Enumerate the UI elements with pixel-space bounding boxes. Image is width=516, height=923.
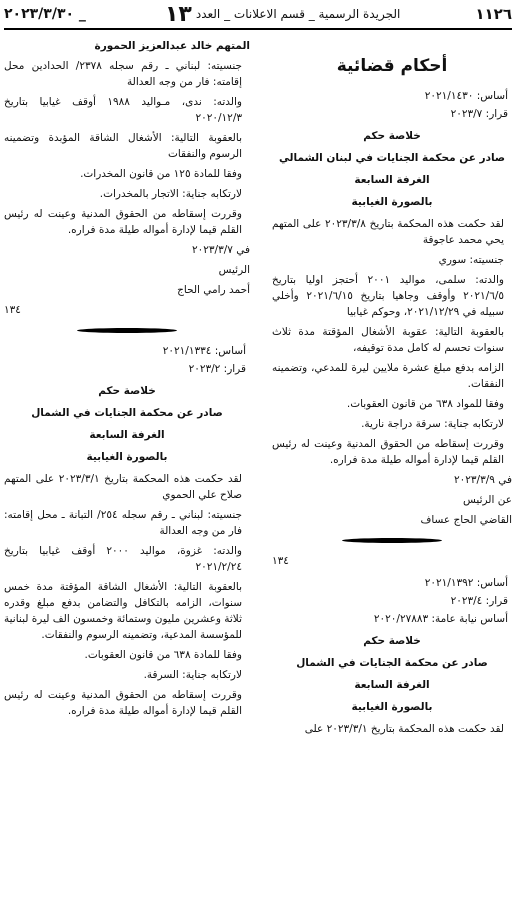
crime-line: لارتكابه جناية: سرقة دراجة نارية. [361,418,504,430]
notice-number: ١٣٤ [4,304,21,316]
case-basis: أساس: ٢٠٢١/١٤٣٠ [424,90,508,102]
court-heading: صادر عن محكمة الجنايات في الشمال [31,407,223,419]
case-decision: قرار: ٢٠٢٣/٧ [450,108,508,120]
accused-name: المتهم خالد عبدالعزيز الحمورة [94,40,250,52]
nationality-line: جنسيته: لبناني ـ رقم سجله ٢٣٧٨/ الحدادين محل إقامته: فار من وجه العدالة [4,60,243,88]
penalty-line: بالعقوبة التالية: الأشغال الشاقة المؤقتة مدة خمس سنوات، الزامه بالتكافل والتضامن بدفع مبلغ وقدره ثلاثة وعشرين مليون وستمائة وخمسون الف ليرة لبنانية للمؤسسة المدعية، وتضمينه الرسوم والنفقات. [3,581,242,641]
nationality-line: جنسيته: سوري [438,254,504,266]
penalty-line: بالعقوبة التالية: الأشغال الشاقة المؤبدة وتضمينه الرسوم والنفقات [4,132,242,160]
crime-line: لارتكابه جناية: السرقة. [143,669,242,681]
mother-line: والدته: سلمى، مواليد ٢٠٠١ أحتجز اوليا بتاريخ ٢٠٢١/٦/٥ وأوقف وجاهيا بتاريخ ٢٠٢١/٦/١٥ وأخلي سبيله في ٢٠٢١/١٢/٢٩، وحوكم غيابيا [272,274,505,318]
case-basis: أساس: ٢٠٢١/١٣٩٢ [424,577,508,589]
header-date: ٢٠٢٣/٣/٣٠ _ [4,6,86,22]
signer-title: عن الرئيس [463,494,512,506]
court-heading: صادر عن محكمة الجنايات في الشمال [296,657,488,669]
form-heading: بالصورة الغيابية [351,701,433,713]
left-column [4,38,250,723]
law-line: وفقا للمادة ٦٣٨ من قانون العقوبات. [84,649,242,661]
page-number: ١١٢٦ [475,5,512,23]
header-title-text: الجريدة الرسمية _ قسم الاعلانات _ العدد [195,6,401,21]
summary-heading: خلاصة حكم [98,385,156,397]
crime-line: لارتكابه جناية: الاتجار بالمخدرات. [99,188,242,200]
fine-line: الزامه بدفع مبلغ عشرة ملايين ليرة للمدعي، وتضمينه النفقات. [272,362,504,390]
notice-number: ١٣٤ [272,555,289,567]
signer-name: أحمد رامي الحاج [177,284,250,296]
rights-line: وقررت إسقاطه من الحقوق المدنية وعينت له رئيس القلم قيما لإدارة أمواله طيلة مدة فراره. [272,438,504,466]
case-decision: قرار: ٢٠٢٣/٢ [188,363,246,375]
prosecution-basis: أساس نيابة عامة: ٢٠٢٠/٢٧٨٨٣ [373,613,508,625]
penalty-line: بالعقوبة التالية: عقوبة الأشغال المؤقتة مدة ثلاث سنوات تحسم له كامل مدة توقيفه، [272,326,504,354]
date-line: في ٢٠٢٣/٣/٧ [191,244,250,256]
section-title: أحكام قضائية [336,56,448,76]
separator [77,328,177,333]
room-heading: الغرفة السابعة [354,679,430,691]
mother-line: والدته: ندى، مـواليد ١٩٨٨ أوقف غيابيا بتاريخ ٢٠٢٠/١٢/٣ [4,96,242,124]
issue-number: ١٣ [164,1,192,27]
law-line: وفقا للمادة ١٢٥ من قانون المخدرات. [80,168,242,180]
room-heading: الغرفة السابعة [89,429,165,441]
room-heading: الغرفة السابعة [354,174,430,186]
separator [342,538,442,543]
header-title [161,2,400,27]
verdict-intro: لقد حكمت هذه المحكمة بتاريخ ٢٠٢٣/٣/١ على المتهم صلاح علي الحموي [4,473,242,501]
page-header [4,0,512,30]
law-line: وفقا للمواد ٦٣٨ من قانون العقوبات. [346,398,504,410]
summary-heading: خلاصة حكم [363,635,421,647]
verdict-intro: لقد حكمت هذه المحكمة بتاريخ ٢٠٢٣/٣/٨ على المتهم يحي محمد عاجوقة [272,218,504,246]
mother-line: والدته: غزوة، مواليد ٢٠٠٠ أوقف غيابيا بتاريخ ٢٠٢١/٢/٢٤ [4,545,242,573]
form-heading: بالصورة الغيابية [351,196,433,208]
signer-title: الرئيس [218,264,250,276]
rights-line: وقررت إسقاطه من الحقوق المدنية وعينت له رئيس القلم قيما لإدارة أمواله طيلة مدة فراره. [4,208,242,236]
case-basis: أساس: ٢٠٢١/١٣٣٤ [162,345,246,357]
summary-heading: خلاصة حكم [363,130,421,142]
case-decision: قرار: ٢٠٢٣/٤ [450,595,508,607]
date-line: في ٢٠٢٣/٣/٩ [453,474,512,486]
right-column [272,38,512,741]
form-heading: بالصورة الغيابية [86,451,168,463]
nationality-line: جنسيته: لبناني ـ رقم سجله ٢٥٤/ التبانة ـ محل إقامته: فار من وجه العدالة [4,509,242,537]
court-heading: صادر عن محكمة الجنايات في لبنان الشمالي [278,152,506,164]
rights-line: وقررت إسقاطه من الحقوق المدنية وعينت له رئيس القلم قيما لإدارة أمواله طيلة مدة فراره. [4,689,242,717]
verdict-intro: لقد حكمت هذه المحكمة بتاريخ ٢٠٢٣/٣/١ على [304,723,504,735]
signer-name: القاضي الحاج عساف [420,514,512,526]
